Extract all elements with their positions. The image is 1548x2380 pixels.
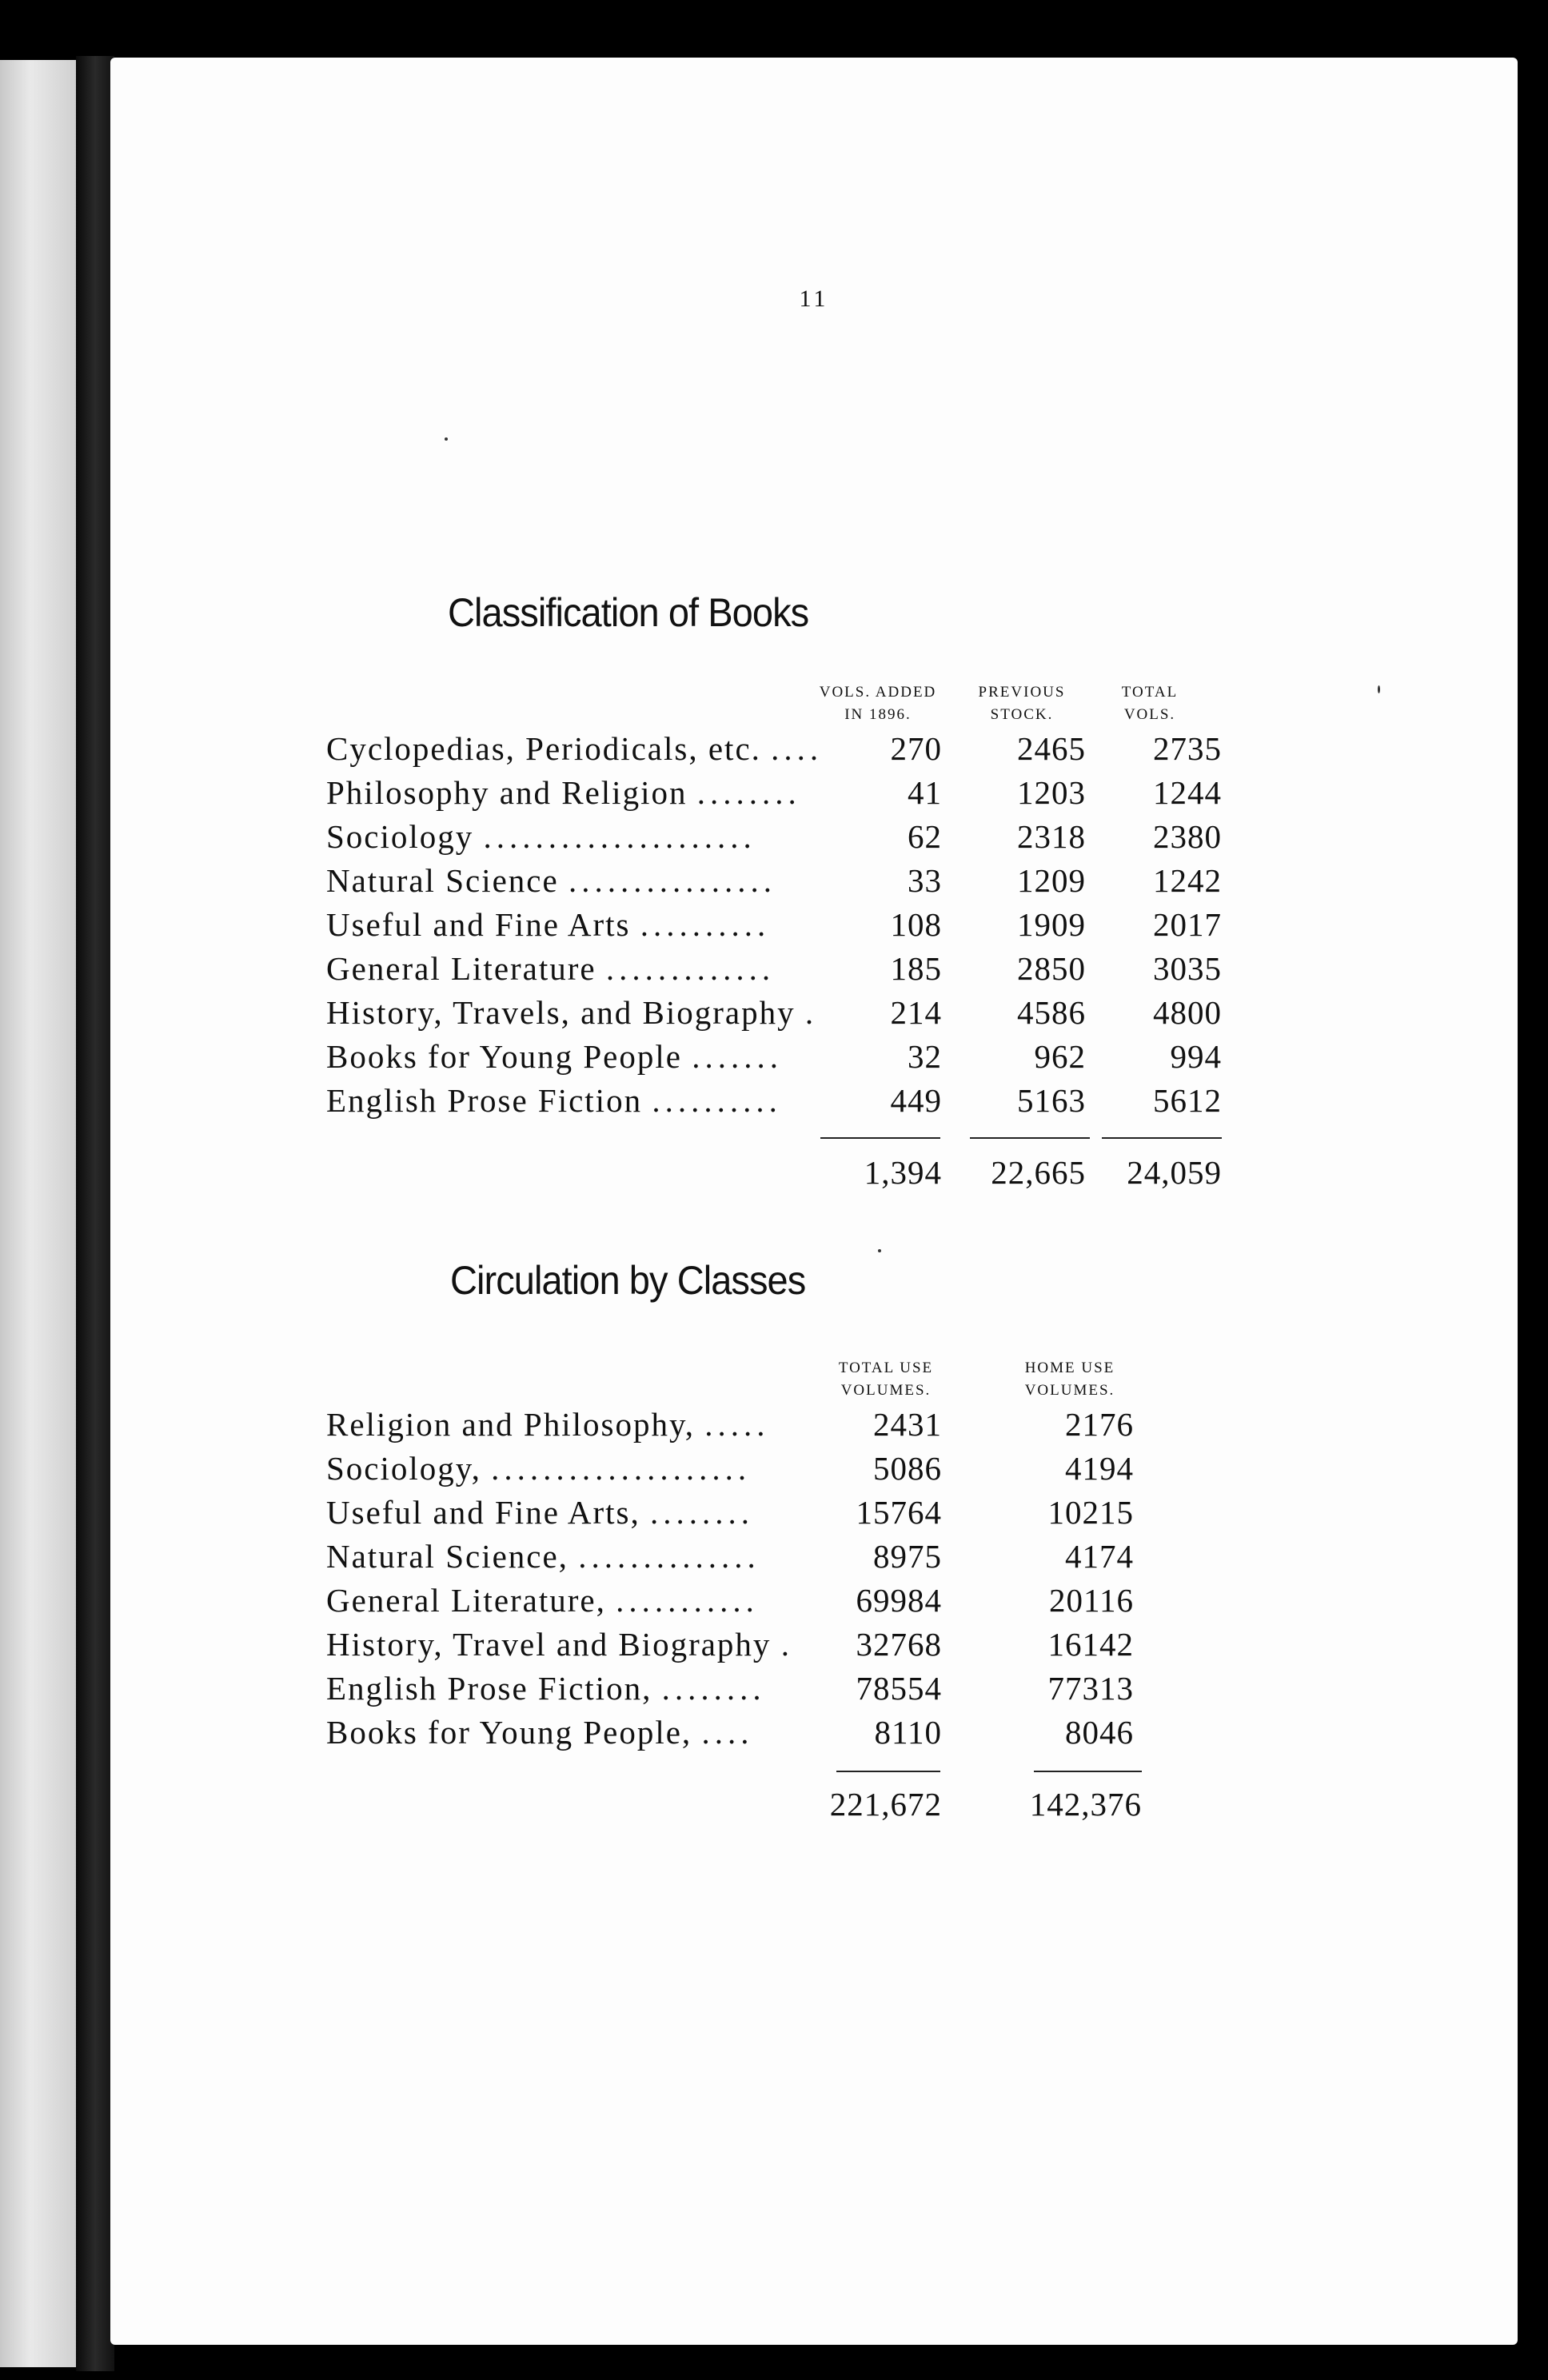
dot-leader: ....................: [491, 1450, 752, 1487]
row-label: [326, 1669, 766, 1707]
sum-rule: [820, 1137, 940, 1139]
header-line: VOLUMES.: [1024, 1382, 1115, 1399]
header-line: VOLUMES.: [840, 1382, 932, 1399]
dot-leader: ..........: [640, 906, 771, 943]
label-text: Cyclopedias, Periodicals, etc.: [326, 730, 761, 767]
cell-previous: 1209: [1017, 862, 1086, 899]
row-label: [326, 1625, 794, 1663]
table-row: [110, 1713, 1518, 1756]
sum-rule: [1034, 1771, 1142, 1772]
label-text: Natural Science: [326, 862, 559, 899]
cell-previous: 2465: [1017, 730, 1086, 767]
dot-leader: .............: [605, 950, 776, 987]
header-line: HOME USE: [1024, 1360, 1115, 1376]
table-row: [110, 729, 1518, 773]
table-row: [110, 1581, 1518, 1624]
header-line: VOLS. ADDED: [819, 684, 937, 701]
dot-leader: ...........: [616, 1582, 759, 1619]
cell-total-use: 69984: [856, 1582, 942, 1619]
row-label: [326, 1405, 770, 1444]
sum-rule: [970, 1137, 1090, 1139]
row-label: [326, 1493, 754, 1531]
cell-previous: 4586: [1017, 994, 1086, 1031]
header-total-vols: [1078, 681, 1222, 726]
table-row: [110, 949, 1518, 992]
book-spine: [76, 56, 114, 2371]
table-row: [110, 1037, 1518, 1080]
header-total-use: [806, 1357, 966, 1402]
cell-total-use: 8110: [874, 1714, 942, 1751]
cell-added: 41: [908, 774, 942, 811]
cell-total: 2380: [1153, 818, 1222, 855]
table-row: [110, 1625, 1518, 1668]
header-line: TOTAL USE: [838, 1360, 934, 1376]
table-row: [110, 1449, 1518, 1492]
sum-rule: [836, 1771, 940, 1772]
previous-page-edge: [0, 60, 76, 2367]
cell-total-use: 78554: [856, 1670, 942, 1707]
cell-previous: 5163: [1017, 1082, 1086, 1119]
page-number: 11: [799, 286, 829, 312]
cell-home-use: 16142: [1047, 1626, 1134, 1663]
ink-speck: [445, 437, 448, 441]
dot-leader: ........: [661, 1670, 766, 1707]
table-row: [110, 861, 1518, 904]
cell-added: 32: [908, 1038, 942, 1075]
cell-home-use: 20116: [1049, 1582, 1134, 1619]
cell-previous: 1909: [1017, 906, 1086, 943]
total-total-use: 221,672: [829, 1786, 942, 1823]
table-row: [110, 773, 1518, 817]
cell-previous: 962: [1034, 1038, 1086, 1075]
header-line: VOLS.: [1123, 706, 1176, 723]
header-home-use: [990, 1357, 1150, 1402]
label-text: English Prose Fiction,: [326, 1670, 652, 1707]
total-home-use: 142,376: [1029, 1786, 1142, 1823]
header-line: IN 1896.: [844, 706, 912, 723]
dot-leader: .....................: [483, 818, 756, 855]
row-label: [326, 1713, 753, 1751]
row-label: [326, 861, 776, 900]
cell-total: 4800: [1153, 994, 1222, 1031]
row-label: [326, 993, 818, 1032]
cell-added: 62: [908, 818, 942, 855]
cell-home-use: 2176: [1065, 1406, 1134, 1443]
label-text: Sociology,: [326, 1450, 481, 1487]
label-text: Natural Science,: [326, 1538, 569, 1575]
dot-leader: ..........: [652, 1082, 782, 1119]
cell-added: 185: [890, 950, 942, 987]
label-text: History, Travels, and Biography: [326, 994, 796, 1031]
table-row: [110, 1081, 1518, 1124]
dot-leader: ....: [771, 730, 824, 767]
total-previous: 22,665: [991, 1154, 1086, 1191]
cell-added: 108: [890, 906, 942, 943]
row-label: [326, 1537, 760, 1575]
cell-total-use: 32768: [856, 1626, 942, 1663]
cell-total-use: 5086: [873, 1450, 942, 1487]
cell-home-use: 4174: [1065, 1538, 1134, 1575]
label-text: Sociology: [326, 818, 474, 855]
table-row: [110, 993, 1518, 1036]
dot-leader: .....: [704, 1406, 770, 1443]
table-row: [110, 1493, 1518, 1536]
cell-previous: 1203: [1017, 774, 1086, 811]
cell-home-use: 77313: [1047, 1670, 1134, 1707]
cell-total: 2017: [1153, 906, 1222, 943]
row-label: [326, 729, 823, 768]
header-line: PREVIOUS: [978, 684, 1066, 701]
cell-total: 5612: [1153, 1082, 1222, 1119]
row-label: [326, 949, 775, 988]
cell-total: 994: [1170, 1038, 1222, 1075]
label-text: History, Travel and Biography: [326, 1626, 772, 1663]
dot-leader: ........: [696, 774, 801, 811]
header-line: STOCK.: [990, 706, 1054, 723]
table-row: [110, 817, 1518, 861]
header-line: TOTAL: [1121, 684, 1179, 701]
label-text: Books for Young People: [326, 1038, 682, 1075]
cell-home-use: 10215: [1047, 1494, 1134, 1531]
row-label: [326, 1449, 751, 1488]
row-label: [326, 1081, 782, 1120]
cell-home-use: 4194: [1065, 1450, 1134, 1487]
total-total: 24,059: [1127, 1154, 1222, 1191]
cell-added: 270: [890, 730, 942, 767]
cell-total-use: 15764: [856, 1494, 942, 1531]
label-text: Books for Young People,: [326, 1714, 692, 1751]
cell-total: 2735: [1153, 730, 1222, 767]
label-text: Philosophy and Religion: [326, 774, 688, 811]
cell-previous: 2850: [1017, 950, 1086, 987]
dot-leader: ..............: [578, 1538, 760, 1575]
table-row: [110, 1405, 1518, 1448]
cell-home-use: 8046: [1065, 1714, 1134, 1751]
label-text: Useful and Fine Arts,: [326, 1494, 640, 1531]
label-text: General Literature: [326, 950, 596, 987]
circulation-title: Circulation by Classes: [450, 1258, 806, 1303]
total-added: 1,394: [864, 1154, 942, 1191]
cell-total: 1244: [1153, 774, 1222, 811]
dot-leader: ........: [650, 1494, 754, 1531]
classification-title: Classification of Books: [448, 590, 809, 635]
dot-leader: .: [804, 994, 819, 1031]
cell-previous: 2318: [1017, 818, 1086, 855]
cell-total-use: 2431: [873, 1406, 942, 1443]
table-row: [110, 1669, 1518, 1712]
label-text: Useful and Fine Arts: [326, 906, 631, 943]
dot-leader: ................: [568, 862, 776, 899]
row-label: [326, 773, 801, 812]
cell-total-use: 8975: [873, 1538, 942, 1575]
dot-leader: ....: [701, 1714, 754, 1751]
header-vols-added: [790, 681, 966, 726]
cell-total: 1242: [1153, 862, 1222, 899]
ink-speck: [1378, 685, 1380, 693]
ink-speck: [878, 1249, 881, 1252]
label-text: General Literature,: [326, 1582, 606, 1619]
cell-added: 33: [908, 862, 942, 899]
cell-added: 449: [890, 1082, 942, 1119]
label-text: English Prose Fiction: [326, 1082, 643, 1119]
row-label: [326, 1037, 783, 1076]
cell-added: 214: [890, 994, 942, 1031]
sum-rule: [1102, 1137, 1222, 1139]
row-label: [326, 817, 756, 856]
dot-leader: .: [780, 1626, 794, 1663]
row-label: [326, 905, 770, 944]
document-page: [110, 58, 1518, 2345]
table-row: [110, 905, 1518, 948]
dot-leader: .......: [692, 1038, 783, 1075]
table-row: [110, 1537, 1518, 1580]
label-text: Religion and Philosophy,: [326, 1406, 696, 1443]
row-label: [326, 1581, 759, 1619]
cell-total: 3035: [1153, 950, 1222, 987]
